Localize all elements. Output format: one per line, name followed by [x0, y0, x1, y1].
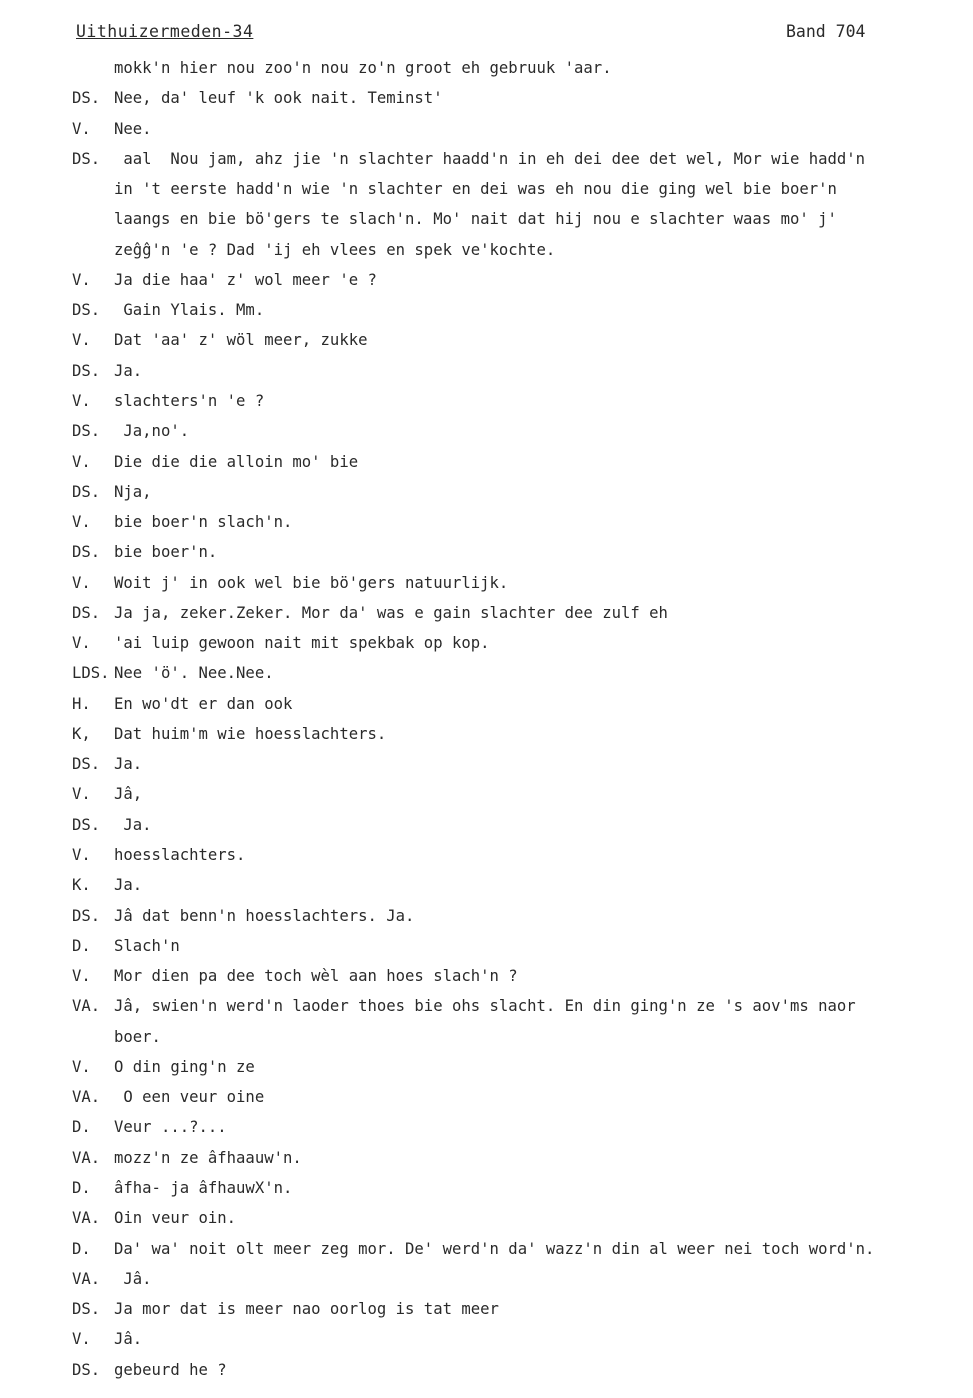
utterance-text: Jâ dat benn'n hoesslachters. Ja. [114, 906, 415, 925]
utterance-text: aal Nou jam, ahz jie 'n slachter haadd'n in eh dei dee det wel, Mor wie hadd'n [114, 149, 866, 168]
speaker-label: VA. [72, 1148, 101, 1167]
transcript-line [0, 421, 973, 443]
utterance-text: O een veur oine [114, 1088, 265, 1107]
utterance-text: Veur ...?... [114, 1118, 227, 1137]
transcript-line [0, 119, 973, 141]
utterance-text: Jâ, [114, 785, 143, 804]
utterance-text: Ja,no'. [114, 422, 190, 441]
utterance-text: Nee, da' leuf 'k ook nait. Teminst' [114, 89, 443, 108]
speaker-label: DS. [72, 422, 101, 441]
speaker-label: V. [72, 967, 91, 986]
speaker-label: D. [72, 1239, 91, 1258]
utterance-text: slachters'n 'e ? [114, 391, 265, 410]
speaker-label: V. [72, 270, 91, 289]
speaker-label: DS. [72, 1300, 101, 1319]
speaker-label: V. [72, 452, 91, 471]
transcript-line [0, 1239, 973, 1261]
transcript-line [0, 1057, 973, 1079]
transcript-line [0, 149, 973, 171]
transcript-line [0, 482, 973, 504]
utterance-text: mokk'n hier nou zoo'n nou zo'n groot eh gebruuk 'aar. [114, 59, 612, 77]
speaker-label: V. [72, 1330, 91, 1349]
transcript-line [0, 906, 973, 928]
transcript-line [0, 1027, 973, 1049]
utterance-text: zeĝĝ'n 'e ? Dad 'ij eh vlees en spek ve'kochte. [114, 240, 556, 259]
utterance-text: bie boer'n. [114, 543, 218, 562]
utterance-text: Jâ. [114, 1269, 152, 1288]
transcript-line [0, 542, 973, 564]
speaker-label: DS. [72, 603, 101, 622]
transcript-line [0, 512, 973, 534]
transcript-line [0, 1299, 973, 1321]
utterance-text: Da' wa' noit olt meer zeg mor. De' werd'n da' wazz'n din al weer nei toch word'n. [114, 1239, 875, 1258]
speaker-label: VA. [72, 1209, 101, 1228]
speaker-label: VA. [72, 1088, 101, 1107]
transcript-line [0, 996, 973, 1018]
utterance-text: Nja, [114, 482, 152, 501]
transcript-line [0, 1087, 973, 1109]
transcript-line [0, 815, 973, 837]
transcript-line [0, 966, 973, 988]
speaker-label: V. [72, 119, 91, 138]
band-label: Band 704 [786, 22, 866, 41]
transcript-line [0, 361, 973, 383]
speaker-label: DS. [72, 301, 101, 320]
utterance-text: Ja. [114, 361, 143, 380]
utterance-text: 'ai luip gewoon nait mit spekbak op kop. [114, 634, 490, 653]
speaker-label: H. [72, 694, 91, 713]
utterance-text: laangs en bie bö'gers te slach'n. Mo' nait dat hij nou e slachter waas mo' j' [114, 210, 837, 229]
transcript-line [0, 88, 973, 110]
speaker-label: DS. [72, 543, 101, 562]
speaker-label: V. [72, 785, 91, 804]
utterance-text: Ja ja, zeker.Zeker. Mor da' was e gain slachter dee zulf eh [114, 603, 668, 622]
utterance-text: Nee 'ö'. Nee.Nee. [114, 664, 274, 683]
transcript-line [0, 936, 973, 958]
transcript-line [0, 845, 973, 867]
speaker-label: DS. [72, 906, 101, 925]
speaker-label: DS. [72, 1360, 101, 1379]
speaker-label: LDS. [72, 664, 110, 683]
utterance-text: O din ging'n ze [114, 1057, 255, 1076]
transcript-line [0, 694, 973, 716]
speaker-label: V. [72, 331, 91, 350]
speaker-label: DS. [72, 482, 101, 501]
transcript-line [0, 784, 973, 806]
transcript-line [0, 240, 973, 262]
utterance-text: Ja. [114, 815, 152, 834]
utterance-text: Jâ. [114, 1330, 143, 1349]
transcript-line [0, 875, 973, 897]
speaker-label: VA. [72, 1269, 101, 1288]
utterance-text: Gain Ylais. Mm. [114, 301, 265, 320]
transcript-line [0, 1148, 973, 1170]
transcript-line [0, 603, 973, 625]
speaker-label: DS. [72, 755, 101, 774]
transcript-line [0, 1208, 973, 1230]
utterance-text: Nee. [114, 119, 152, 138]
transcript-line [0, 1117, 973, 1139]
transcript-line [0, 58, 973, 80]
transcript-line [0, 300, 973, 322]
speaker-label: DS. [72, 815, 101, 834]
utterance-text: mozz'n ze âfhaauw'n. [114, 1148, 302, 1167]
utterance-text: Slach'n [114, 936, 180, 955]
speaker-label: V. [72, 846, 91, 865]
transcript-line [0, 179, 973, 201]
utterance-text: âfha- ja âfhauwX'n. [114, 1178, 293, 1197]
transcript-line [0, 1360, 973, 1382]
transcript-line [0, 452, 973, 474]
utterance-text: gebeurd he ? [114, 1360, 227, 1379]
speaker-label: VA. [72, 997, 101, 1016]
speaker-label: K, [72, 724, 91, 743]
speaker-label: D. [72, 936, 91, 955]
speaker-label: DS. [72, 361, 101, 380]
speaker-label: V. [72, 573, 91, 592]
utterance-text: hoesslachters. [114, 846, 246, 865]
speaker-label: V. [72, 513, 91, 532]
utterance-text: Woit j' in ook wel bie bö'gers natuurlijk. [114, 573, 509, 592]
speaker-label: V. [72, 1057, 91, 1076]
transcript-line [0, 633, 973, 655]
transcript-line [0, 209, 973, 231]
transcript-line [0, 724, 973, 746]
transcript-line [0, 573, 973, 595]
speaker-label: DS. [72, 89, 101, 108]
utterance-text: Ja. [114, 755, 143, 774]
transcript-line [0, 1269, 973, 1291]
utterance-text: bie boer'n slach'n. [114, 513, 293, 532]
transcript-line [0, 663, 973, 685]
utterance-text: boer. [114, 1027, 161, 1046]
utterance-text: Dat huim'm wie hoesslachters. [114, 724, 387, 743]
speaker-label: K. [72, 876, 91, 895]
utterance-text: Mor dien pa dee toch wèl aan hoes slach'n ? [114, 967, 518, 986]
utterance-text: Ja mor dat is meer nao oorlog is tat meer [114, 1300, 499, 1319]
utterance-text: Die die die alloin mo' bie [114, 452, 359, 471]
utterance-text: in 't eerste hadd'n wie 'n slachter en dei was eh nou die ging wel bie boer'n [114, 180, 837, 199]
transcript-line [0, 1329, 973, 1351]
utterance-text: Jâ, swien'n werd'n laoder thoes bie ohs slacht. En din ging'n ze 's aov'ms naor [114, 997, 856, 1016]
document-title: Uithuizermeden-34 [76, 22, 254, 41]
transcript-line [0, 330, 973, 352]
speaker-label: DS. [72, 149, 101, 168]
speaker-label: V. [72, 391, 91, 410]
utterance-text: Dat 'aa' z' wöl meer, zukke [114, 331, 368, 350]
speaker-label: V. [72, 634, 91, 653]
speaker-label: D. [72, 1118, 91, 1137]
utterance-text: Oin veur oin. [114, 1209, 237, 1228]
utterance-text: Ja die haa' z' wol meer 'e ? [114, 270, 377, 289]
speaker-label: D. [72, 1178, 91, 1197]
transcript-line [0, 754, 973, 776]
transcript-line [0, 1178, 973, 1200]
utterance-text: Ja. [114, 876, 143, 895]
transcript-line [0, 270, 973, 292]
transcript-line [0, 391, 973, 413]
utterance-text: En wo'dt er dan ook [114, 694, 293, 713]
